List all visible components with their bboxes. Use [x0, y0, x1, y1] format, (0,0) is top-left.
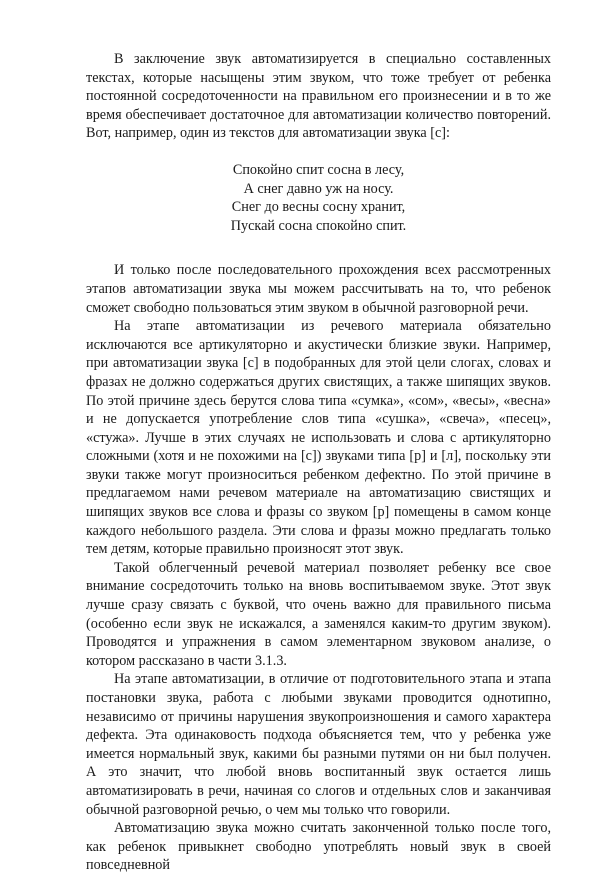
spacer	[86, 253, 551, 261]
paragraph: Автоматизацию звука можно считать законченной только после того, как ребенок привыкнет свободно употреблять новый звук в своей повседневной	[86, 820, 551, 874]
poem-line: Пускай сосна спокойно спит.	[230, 217, 407, 234]
paragraph: На этапе автоматизации из речевого материала обязательно исключаются все артикуляторно и акустически близкие звуки. Например, при автоматизации звука [с] в подобранных для этой цели слогах, словах и фразах не должно содержаться других свистящих, а также шипящих звуков. По этой причине здесь берутся слова типа «сумка», «сом», «весы», «весна» и не допускается употребление слов типа «сушка», «свеча», «песец», «стужа». Лучше в этих случаях не использовать и слова с артикуляторно сложными (хотя и не похожими на [с]) звуками типа [р] и [л], поскольку эти звуки также могут произноситься ребенком дефектно. По этой причине в предлагаемом нами речевом материале на автоматизацию свистящих и шипящих звуков все слова и фразы со звуком [р] помещены в самом конце каждого небольшого раздела. Эти слова и фразы можно предлагать только тем детям, которые правильно произносят этот звук.	[86, 318, 551, 558]
poem-line: Снег до весны сосну хранит,	[231, 199, 406, 216]
poem-line: А снег давно уж на носу.	[243, 180, 394, 197]
poem-line: Спокойно спит сосна в лесу,	[232, 161, 405, 178]
page-text	[86, 50, 551, 875]
paragraph: И только после последовательного прохождения всех рассмотренных этапов автоматизации звука мы можем рассчитывать на то, что ребенок сможет свободно пользоваться этим звуком в обычной разговорной речи.	[86, 262, 551, 316]
paragraph-intro: В заключение звук автоматизируется в специально составленных текстах, которые насыщены этим звуком, что тоже требует от ребенка постоянной сосредоточенности на правильном его произнесении и в то же время обеспечивает достаточное для автоматизации количество повторений. Вот, например, один из текстов для автоматизации звука [с]:	[86, 51, 551, 142]
paragraph: Такой облегченный речевой материал позволяет ребенку все свое внимание сосредоточить только на вновь воспитываемом звуке. Этот звук лучше сразу связать с буквой, что очень важно для правильного письма (особенно если звук не искажался, а заменялся каким-то другим звуком). Проводятся и упражнения в самом элементарном звуковом анализе, о котором рассказано в части 3.1.3.	[86, 559, 551, 669]
poem	[86, 161, 551, 235]
paragraph: На этапе автоматизации, в отличие от подготовительного этапа и этапа постановки звука, работа с любыми звуками проводится однотипно, независимо от причины нарушения звукопроизношения и самого характера дефекта. Эта одинаковость подхода объясняется тем, что у ребенка уже имеется нормальный звук, какими бы разными путями он ни был получен. А это значит, что любой вновь воспитанный звук остается лишь автоматизировать в речи, начиная со слогов и отдельных слов и заканчивая обычной разговорной речью, о чем мы только что говорили.	[86, 671, 551, 818]
